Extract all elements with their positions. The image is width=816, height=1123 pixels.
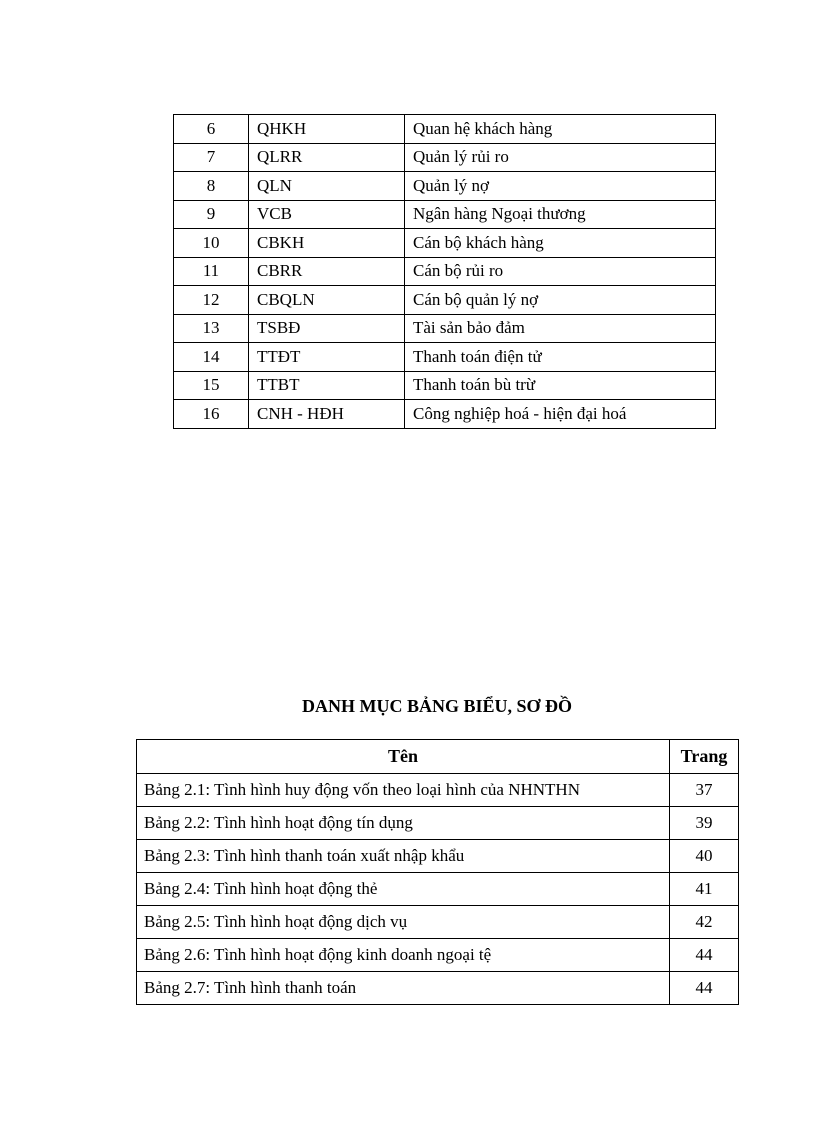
table-entry-name: Bảng 2.6: Tình hình hoạt động kinh doanh ngoại tệ: [137, 939, 670, 972]
abbreviation: CNH - HĐH: [249, 400, 405, 429]
row-number: 9: [174, 200, 249, 229]
table-entry-name: Bảng 2.4: Tình hình hoạt động thẻ: [137, 873, 670, 906]
table-entry-name: Bảng 2.5: Tình hình hoạt động dịch vụ: [137, 906, 670, 939]
table-row: [174, 143, 716, 172]
abbreviation: CBQLN: [249, 286, 405, 315]
abbreviation-table-body: [174, 115, 716, 429]
row-number: 6: [174, 115, 249, 144]
table-row: [174, 371, 716, 400]
table-row: [174, 200, 716, 229]
table-row: [174, 314, 716, 343]
table-row: [174, 400, 716, 429]
table-row: [174, 115, 716, 144]
full-term: Công nghiệp hoá - hiện đại hoá: [405, 400, 716, 429]
table-row: [174, 229, 716, 258]
table-row: [174, 257, 716, 286]
abbreviation: VCB: [249, 200, 405, 229]
row-number: 16: [174, 400, 249, 429]
table-row: [137, 939, 739, 972]
table-row: [174, 172, 716, 201]
table-entry-page: 41: [670, 873, 739, 906]
row-number: 8: [174, 172, 249, 201]
table-entry-page: 44: [670, 939, 739, 972]
full-term: Cán bộ rủi ro: [405, 257, 716, 286]
table-row: [137, 774, 739, 807]
abbreviation: CBRR: [249, 257, 405, 286]
table-entry-page: 37: [670, 774, 739, 807]
full-term: Ngân hàng Ngoại thương: [405, 200, 716, 229]
abbreviation: TSBĐ: [249, 314, 405, 343]
table-row: [137, 873, 739, 906]
table-row: [174, 286, 716, 315]
full-term: Quan hệ khách hàng: [405, 115, 716, 144]
row-number: 13: [174, 314, 249, 343]
table-row: [137, 840, 739, 873]
row-number: 15: [174, 371, 249, 400]
abbreviation: QHKH: [249, 115, 405, 144]
row-number: 10: [174, 229, 249, 258]
full-term: Cán bộ khách hàng: [405, 229, 716, 258]
abbreviation: QLN: [249, 172, 405, 201]
table-entry-name: Bảng 2.7: Tình hình thanh toán: [137, 972, 670, 1005]
abbreviation-table: [173, 114, 716, 429]
table-entry-page: 42: [670, 906, 739, 939]
row-number: 12: [174, 286, 249, 315]
list-of-tables-body: [137, 774, 739, 1005]
abbreviation: CBKH: [249, 229, 405, 258]
abbreviation: TTĐT: [249, 343, 405, 372]
full-term: Quản lý rủi ro: [405, 143, 716, 172]
table-row: [174, 343, 716, 372]
table-row: [137, 906, 739, 939]
full-term: Thanh toán bù trừ: [405, 371, 716, 400]
table-row: [137, 972, 739, 1005]
list-header-row: [137, 740, 739, 774]
row-number: 11: [174, 257, 249, 286]
header-page: Trang: [670, 740, 739, 774]
list-of-tables-title: DANH MỤC BẢNG BIỂU, SƠ ĐỒ: [301, 696, 573, 716]
table-entry-page: 44: [670, 972, 739, 1005]
table-entry-name: Bảng 2.3: Tình hình thanh toán xuất nhập khẩu: [137, 840, 670, 873]
full-term: Tài sản bảo đảm: [405, 314, 716, 343]
table-entry-name: Bảng 2.2: Tình hình hoạt động tín dụng: [137, 807, 670, 840]
full-term: Quản lý nợ: [405, 172, 716, 201]
header-name: Tên: [137, 740, 670, 774]
table-row: [137, 807, 739, 840]
list-of-tables: [136, 739, 739, 1005]
table-entry-page: 40: [670, 840, 739, 873]
abbreviation: QLRR: [249, 143, 405, 172]
abbreviation: TTBT: [249, 371, 405, 400]
row-number: 14: [174, 343, 249, 372]
full-term: Cán bộ quản lý nợ: [405, 286, 716, 315]
row-number: 7: [174, 143, 249, 172]
table-entry-page: 39: [670, 807, 739, 840]
full-term: Thanh toán điện tử: [405, 343, 716, 372]
table-entry-name: Bảng 2.1: Tình hình huy động vốn theo loại hình của NHNTHN: [137, 774, 670, 807]
